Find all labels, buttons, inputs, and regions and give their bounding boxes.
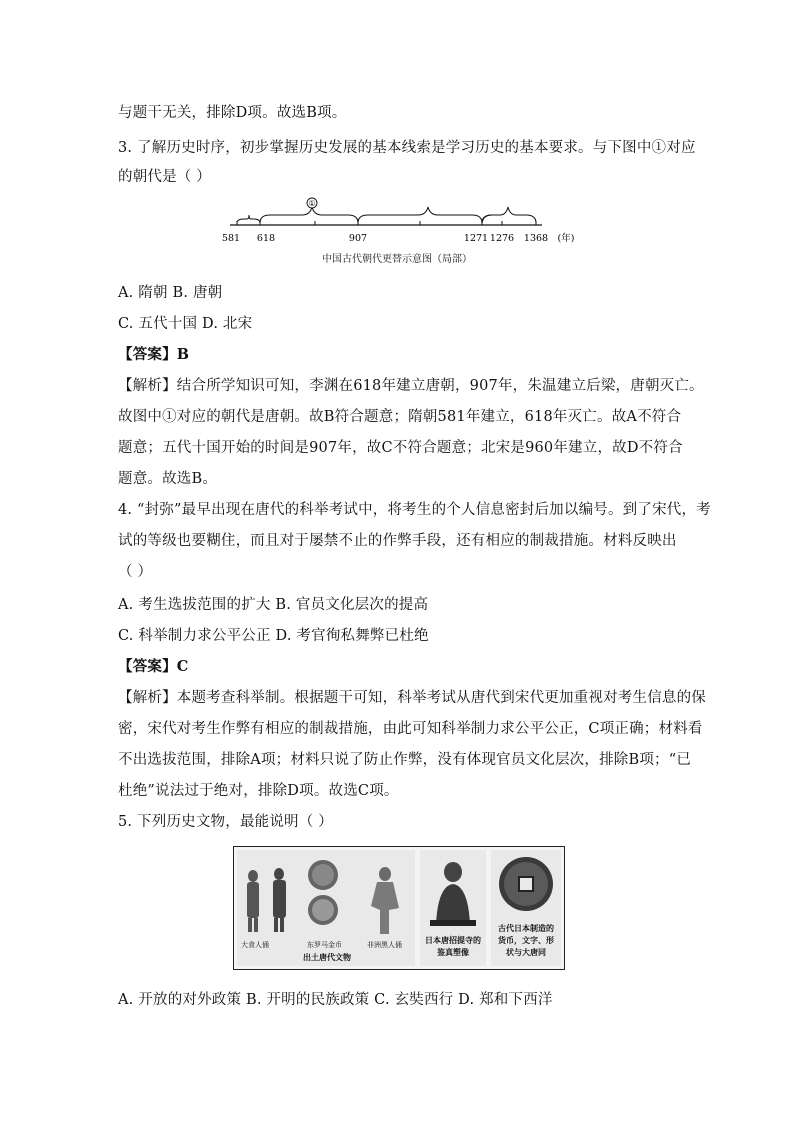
option-cd: C. 科举制力求公平公正 D. 考官徇私舞弊已杜绝 xyxy=(118,628,429,644)
analysis-3-line1: 【解析】结合所学知识可知，李渊在618年建立唐朝，907年，朱温建立后梁，唐朝灭亡。 xyxy=(118,378,704,394)
coin-panel xyxy=(491,850,561,966)
group-caption: 出土唐代文物 xyxy=(303,952,351,962)
answer-3: 【答案】B xyxy=(118,346,190,363)
tang-artifacts-panel xyxy=(237,850,415,966)
question-4-stem-cont2: （ ） xyxy=(118,564,153,580)
artifact-label-1: 大食人俑 xyxy=(241,941,269,949)
timeline-caption: 中国古代朝代更替示意图（局部） xyxy=(322,254,472,265)
coin-image xyxy=(491,850,561,920)
tick-unit: (年) xyxy=(557,233,575,244)
question-3-stem-cont: 的朝代是（ ） xyxy=(118,169,212,185)
timeline-marker: ① xyxy=(308,199,316,208)
analysis-3-line2: 故图中①对应的朝代是唐朝。故B符合题意；隋朝581年建立，618年灭亡。故A不符合 xyxy=(118,409,682,425)
analysis-4-line3: 不出选拔范围，排除A项；材料只说了防止作弊，没有体现官员文化层次，排除B项；“已 xyxy=(118,752,692,768)
question-4-stem-cont: 试的等级也要糊住，而且对于屡禁不止的作弊手段，还有相应的制裁措施。材料反映出 xyxy=(118,533,677,549)
dynasty-timeline xyxy=(220,195,580,247)
question-3-stem: 3. 了解历史时序，初步掌握历史发展的基本线索是学习历史的基本要求。与下图中①对应 xyxy=(118,140,696,156)
analysis-4-line1: 【解析】本题考查科举制。根据题干可知，科举考试从唐代到宋代更加重视对考生信息的保 xyxy=(118,690,706,706)
option-ab: A. 考生选拔范围的扩大 B. 官员文化层次的提高 xyxy=(118,597,429,613)
option-cd: C. 五代十国 D. 北宋 xyxy=(118,316,253,332)
question-5-stem: 5. 下列历史文物，最能说明（ ） xyxy=(118,814,333,830)
tick-label-1276: 1276 xyxy=(489,233,515,244)
artifact-label-5: 古代日本制造的货币，文字、形状与大唐同 xyxy=(498,923,554,957)
jianzhen-panel xyxy=(420,850,486,966)
artifact-label-4: 日本唐招提寺的鉴真塑像 xyxy=(425,935,481,957)
analysis-4-line2: 密，宋代对考生作弊有相应的制裁措施，由此可知科举制力求公平公正，C项正确；材料看 xyxy=(118,721,703,737)
text-line: 与题干无关，排除D项。故选B项。 xyxy=(118,105,347,121)
tick-label-1368: 1368 xyxy=(523,233,549,244)
statue-image xyxy=(420,850,486,930)
artifact-label-2: 东罗马金币 xyxy=(307,941,342,949)
answer-4: 【答案】C xyxy=(118,658,189,675)
option-abcd: A. 开放的对外政策 B. 开明的民族政策 C. 玄奘西行 D. 郑和下西洋 xyxy=(118,992,553,1008)
analysis-3-line4: 题意。故选B。 xyxy=(118,471,218,487)
artifact-label-3: 非洲黑人俑 xyxy=(367,941,402,949)
artifacts-photo xyxy=(233,846,565,970)
tick-label-581: 581 xyxy=(221,233,241,244)
option-ab: A. 隋朝 B. 唐朝 xyxy=(118,285,223,301)
tick-label-907: 907 xyxy=(348,233,368,244)
analysis-4-line4: 杜绝”说法过于绝对，排除D项。故选C项。 xyxy=(118,783,399,799)
tick-label-1271: 1271 xyxy=(463,233,489,244)
tick-label-618: 618 xyxy=(256,233,276,244)
question-4-stem: 4. “封弥”最早出现在唐代的科举考试中，将考生的个人信息密封后加以编号。到了宋代，考 xyxy=(118,502,711,518)
analysis-3-line3: 题意；五代十国开始的时间是907年，故C不符合题意；北宋是960年建立，故D不符合 xyxy=(118,440,683,456)
